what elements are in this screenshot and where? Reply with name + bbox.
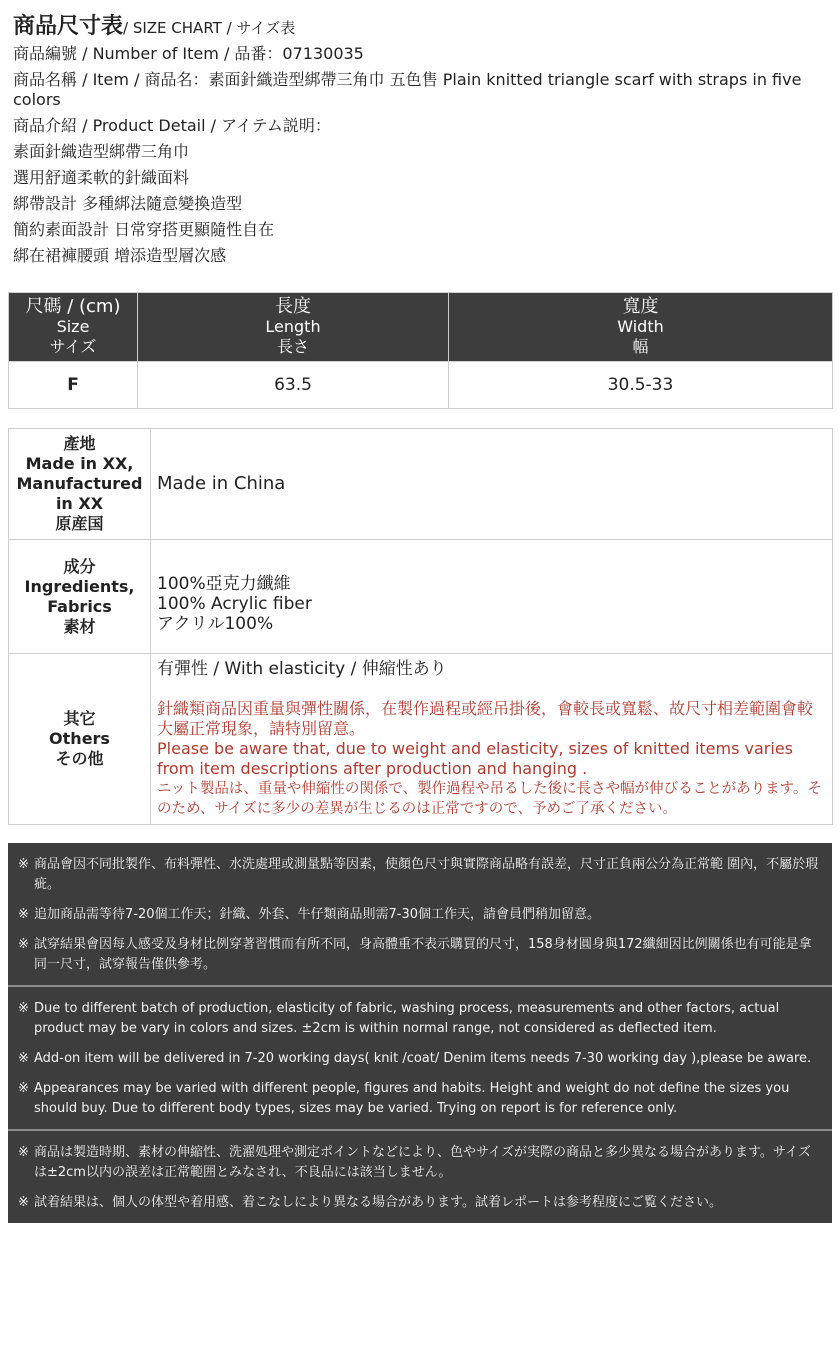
item-number: 商品編號 / Number of Item / 品番：07130035: [13, 44, 364, 63]
detail-item: 選用舒適柔軟的針織面料: [13, 168, 190, 187]
size-value: F: [9, 362, 138, 409]
elasticity-text: 有彈性 / With elasticity / 伸縮性あり: [157, 659, 447, 679]
note-item: ※ 商品は製造時期、素材の伸縮性、洗濯処理や測定ポイントなどにより、色やサイズが実際の商品と多少異なる場合があります。サイズは±2cm以内の誤差は正常範囲とみなされ、不良品には該当しません。: [18, 1145, 811, 1180]
reference-mark-icon: ※: [18, 1145, 29, 1160]
others-label: 其它 Others その他: [9, 654, 151, 825]
width-header: 寬度 Width 幅: [449, 293, 833, 362]
note-item: ※ 試穿結果會因每人感受及身材比例穿著習慣而有所不同，身高體重不表示購買的尺寸，158身材圓身與172纖細因比例關係也有可能是拿同一尺寸，試穿報告僅供參考。: [18, 937, 812, 972]
ingredients-value: 100%亞克力纖維 100% Acrylic fiber アクリル100%: [151, 540, 833, 654]
width-value: 30.5-33: [449, 362, 833, 409]
size-table-header: [9, 293, 833, 362]
info-table: [8, 428, 833, 825]
reference-mark-icon: ※: [18, 1001, 29, 1016]
ingredients-label: 成分 Ingredients, Fabrics 素材: [9, 540, 151, 654]
reference-mark-icon: ※: [18, 937, 29, 952]
detail-item: 素面針織造型綁帶三角巾: [13, 142, 190, 161]
reference-mark-icon: ※: [18, 1051, 29, 1066]
others-row: [9, 654, 833, 825]
detail-item: 綁在裙褲腰頭 增添造型層次感: [13, 246, 227, 265]
size-table: [8, 292, 833, 409]
note-item: ※ Add-on item will be delivered in 7-20 working days( knit /coat/ Denim items needs 7-30 working day ),please be aware.: [18, 1049, 822, 1069]
note-item: ※ 商品會因不同批製作、布料彈性、水洗處理或測量點等因素，使顏色尺寸與實際商品略有誤差，尺寸正負兩公分為正常範 圍內，不屬於瑕疵。: [18, 857, 819, 892]
size-chart-title: [13, 14, 828, 41]
origin-value: Made in China: [151, 429, 833, 540]
length-value: 63.5: [138, 362, 449, 409]
item-name: 商品名稱 / Item / 商品名：素面針織造型綁帶三角巾 五色售 Plain knitted triangle scarf with straps in five colors: [13, 70, 802, 109]
reference-mark-icon: ※: [18, 907, 29, 922]
notes-japanese: [8, 1131, 832, 1223]
warning-en: Please be aware that, due to weight and elasticity, sizes of knitted items varies from item descriptions after production and hanging .: [157, 739, 793, 778]
origin-label: 產地 Made in XX, Manufactured in XX 原産国: [9, 429, 151, 540]
reference-mark-icon: ※: [18, 1081, 29, 1096]
note-item: ※ 追加商品需等待7-20個工作天；針織、外套、牛仔類商品則需7-30個工作天，請會員們稍加留意。: [18, 905, 822, 925]
origin-row: [9, 429, 833, 540]
notes-chinese: [8, 843, 832, 987]
table-row: [9, 362, 833, 409]
detail-item: 簡約素面設計 日常穿搭更顯隨性自在: [13, 220, 275, 239]
detail-label: 商品介紹 / Product Detail / アイテム説明：: [13, 116, 331, 135]
others-value: [151, 654, 833, 825]
warning-cn: 針織類商品因重量與彈性關係，在製作過程或經吊掛後，會較長或寬鬆、故尺寸相差範圍會較大屬正常現象，請特別留意。: [157, 699, 814, 738]
reference-mark-icon: ※: [18, 1195, 29, 1210]
length-header: 長度 Length 長さ: [138, 293, 449, 362]
ingredients-row: [9, 540, 833, 654]
note-item: ※ 試着結果は、個人の体型や着用感、着こなしにより異なる場合があります。試着レポートは参考程度にご覧ください。: [18, 1193, 822, 1213]
reference-mark-icon: ※: [18, 857, 29, 872]
detail-item: 綁帶設計 多種綁法隨意變換造型: [13, 194, 243, 213]
warning-jp: ニット製品は、重量や伸縮性の関係で、製作過程や吊るした後に長さや幅が伸びることがあります。そのため、サイズに多少の差異が生じるのは正常ですので、予めご了承ください。: [157, 781, 822, 817]
notes-panel: [8, 843, 832, 1223]
size-header: 尺碼 / (cm) Size サイズ: [9, 293, 138, 362]
product-header: [13, 14, 828, 269]
notes-english: [8, 987, 832, 1131]
note-item: ※ Due to different batch of production, elasticity of fabric, washing process, measurements and other factors, actual product may be vary in colors and sizes. ±2cm is within normal range, not considered as deflected item.: [18, 1001, 780, 1036]
title-main: 商品尺寸表: [13, 14, 124, 39]
title-sub: / SIZE CHART / サイズ表: [123, 19, 296, 37]
note-item: ※ Appearances may be varied with different people, figures and habits. Height and weight do not define the sizes you should buy. Due to different body types, sizes may be varied. Trying on report is for reference only.: [18, 1081, 790, 1116]
